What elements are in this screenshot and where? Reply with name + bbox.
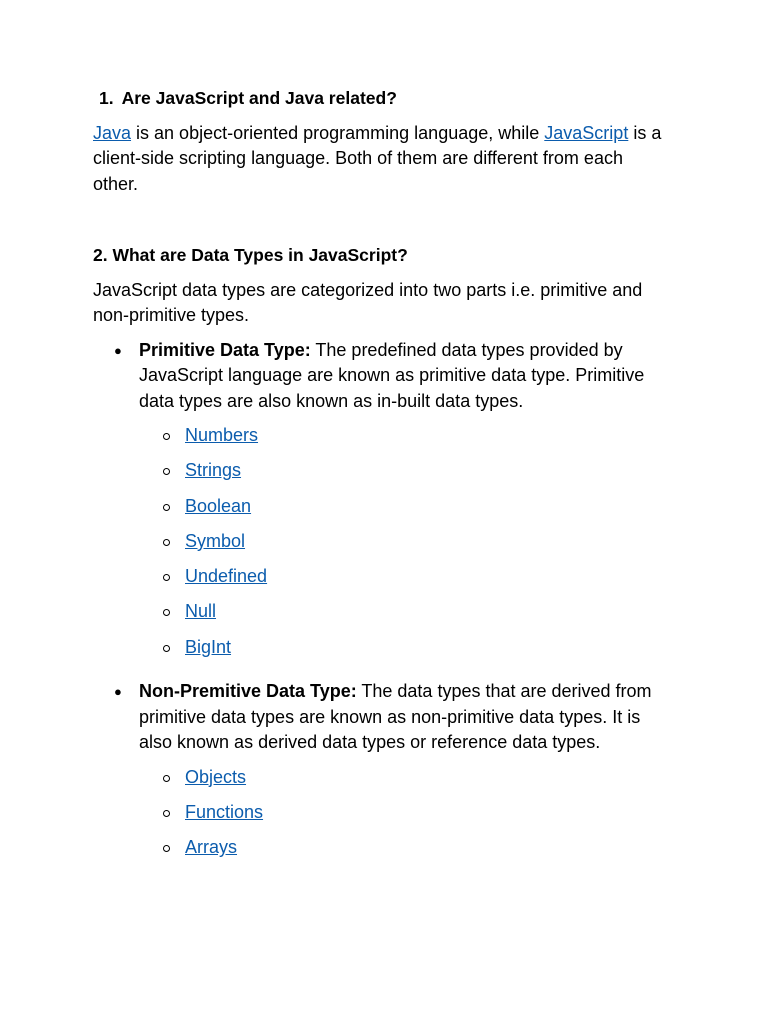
list-item — [139, 423, 672, 458]
circle-bullet-icon — [163, 574, 170, 581]
non-primitive-text: The data types that are derived from primitive data types are known as non-primitive data types. It is also known as derived data types or reference data types. — [139, 681, 652, 753]
javascript-link[interactable]: JavaScript — [544, 122, 629, 143]
circle-bullet-icon — [163, 775, 170, 782]
bullet-icon: ● — [114, 342, 122, 358]
symbol-link[interactable]: Symbol — [185, 530, 246, 551]
answer-text-part-1: is an object-oriented programming language, while — [131, 122, 545, 143]
circle-bullet-icon — [163, 468, 170, 475]
question-2-intro: JavaScript data types are categorized into two parts i.e. primitive and non-primitive types. — [93, 279, 643, 325]
question-1-number: 1. — [99, 88, 114, 108]
circle-bullet-icon — [163, 539, 170, 546]
non-primitive-description — [139, 679, 672, 756]
primitive-data-type-item — [93, 338, 672, 671]
numbers-link[interactable]: Numbers — [185, 425, 259, 445]
circle-bullet-icon — [163, 845, 170, 852]
list-item — [139, 494, 672, 529]
boolean-link[interactable]: Boolean — [185, 495, 252, 516]
question-1-heading — [99, 86, 672, 112]
primitive-types-list — [139, 423, 672, 670]
question-2-heading: 2. What are Data Types in JavaScript? — [93, 245, 408, 265]
answer-text-part-2: is a client-side scripting language. Both of them are different from each other. — [93, 122, 662, 194]
question-1-answer — [93, 121, 672, 198]
non-primitive-data-type-item — [93, 679, 672, 870]
functions-link[interactable]: Functions — [185, 801, 264, 822]
list-item — [139, 529, 672, 564]
circle-bullet-icon — [163, 810, 170, 817]
list-item — [139, 765, 672, 800]
circle-bullet-icon — [163, 504, 170, 511]
non-primitive-types-list — [139, 765, 672, 871]
list-item — [139, 599, 672, 634]
bigint-link[interactable]: BigInt — [185, 636, 232, 657]
list-item — [139, 458, 672, 493]
primitive-label: Primitive Data Type: — [139, 339, 311, 360]
circle-bullet-icon — [163, 433, 170, 440]
list-item — [139, 800, 672, 835]
circle-bullet-icon — [163, 609, 170, 616]
primitive-text: The predefined data types provided by JavaScript language are known as primitive data type. Primitive data types are also known as in-built data types. — [139, 339, 645, 411]
java-link[interactable]: Java — [93, 122, 132, 143]
arrays-link[interactable]: Arrays — [185, 837, 238, 858]
data-type-list — [93, 338, 672, 871]
strings-link[interactable]: Strings — [185, 460, 242, 481]
null-link[interactable]: Null — [185, 601, 217, 622]
list-item — [139, 635, 672, 670]
circle-bullet-icon — [163, 645, 170, 652]
bullet-icon: ● — [114, 684, 122, 700]
list-item — [139, 835, 672, 870]
question-1-title: Are JavaScript and Java related? — [121, 88, 397, 108]
primitive-description — [139, 338, 672, 415]
non-primitive-label: Non-Premitive Data Type: — [139, 681, 357, 702]
list-item — [139, 564, 672, 599]
objects-link[interactable]: Objects — [185, 766, 247, 787]
undefined-link[interactable]: Undefined — [185, 566, 268, 587]
